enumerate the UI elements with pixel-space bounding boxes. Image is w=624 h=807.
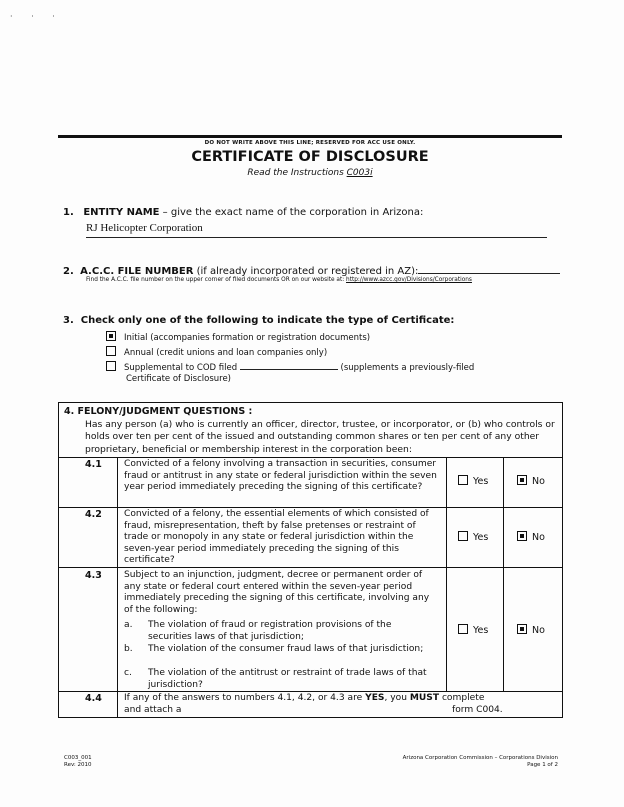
option-supplemental-continued: Certificate of Disclosure) <box>126 374 231 384</box>
felony-intro: Has any person (a) who is currently an officer, director, trustee, or incorporator, or (b) who controls or holds over ten per cent of the issued and outstanding common shares or ten per cent of any other proprietary, beneficial or membership interest in the corporation been: <box>85 419 555 455</box>
cod-filed-date-field[interactable] <box>240 362 338 370</box>
option-annual: Annual (credit unions and loan companies only) <box>106 346 327 358</box>
question-number: 4.1 <box>85 459 102 470</box>
certificate-type-heading: 3. Check only one of the following to indicate the type of Certificate: <box>63 315 455 326</box>
footer-form-code: C003_001 Rev: 2010 <box>64 755 92 768</box>
question-number: 4.3 <box>85 570 102 581</box>
instructions-code[interactable]: C003i <box>346 168 373 178</box>
row-divider <box>58 567 563 568</box>
document-title: CERTIFICATE OF DISCLOSURE <box>191 149 429 165</box>
scan-specks: · · · <box>10 12 63 21</box>
footer-agency: Arizona Corporation Commission – Corporations Division Page 1 of 2 <box>402 755 558 768</box>
option-initial: Initial (accompanies formation or registration documents) <box>106 331 370 343</box>
q41-no: No <box>517 475 545 487</box>
instructions-reference: Read the Instructions C003i <box>247 168 373 178</box>
q42-no-checkbox[interactable] <box>517 531 527 541</box>
q43-yes: Yes <box>458 624 488 636</box>
option-supplemental-checkbox[interactable] <box>106 361 116 371</box>
subitem-c: c. The violation of the antitrust or restraint of trade laws of that jurisdiction? <box>124 668 427 690</box>
row-divider <box>58 507 563 508</box>
subitem-b: b. The violation of the consumer fraud laws of that jurisdiction; <box>124 644 424 654</box>
top-rule <box>58 135 562 138</box>
q41-yes-checkbox[interactable] <box>458 475 468 485</box>
file-number-label: 2. A.C.C. FILE NUMBER (if already incorporated or registered in AZ): <box>63 265 560 277</box>
option-annual-checkbox[interactable] <box>106 346 116 356</box>
question-text: Convicted of a felony, the essential elements of which consisted of fraud, misrepresentation, theft by false pretenses or restraint of trade or monopoly in any state or federal jurisdiction within the seven-year period immediately preceding the signing of this certificate? <box>124 509 429 566</box>
entity-name-field[interactable]: RJ Helicopter Corporation <box>86 222 203 234</box>
q43-yes-checkbox[interactable] <box>458 624 468 634</box>
column-divider <box>446 457 447 691</box>
subitem-a: a. The violation of fraud or registration provisions of the securities laws of that jurisdiction; <box>124 620 392 642</box>
question-4-4-text: If any of the answers to numbers 4.1, 4.2, or 4.3 are YES, you MUST complete and attach a form C004. <box>124 693 503 715</box>
entity-name-underline <box>86 237 547 238</box>
q42-yes-checkbox[interactable] <box>458 531 468 541</box>
entity-name-label: 1. ENTITY NAME – give the exact name of the corporation in Arizona: <box>63 207 424 218</box>
question-text: Subject to an injunction, judgment, decree or permanent order of any state or federal court entered within the seven-year period immediately preceding the signing of this certificate, involving any of the following: <box>124 570 430 615</box>
column-divider <box>117 457 118 718</box>
q41-no-checkbox[interactable] <box>517 475 527 485</box>
file-number-field[interactable] <box>418 265 560 274</box>
q42-yes: Yes <box>458 531 488 543</box>
reserved-notice: DO NOT WRITE ABOVE THIS LINE; RESERVED FOR ACC USE ONLY. <box>204 140 416 146</box>
column-divider <box>503 457 504 691</box>
felony-heading: 4. FELONY/JUDGMENT QUESTIONS : <box>64 406 253 417</box>
question-text: Convicted of a felony involving a transaction in securities, consumer fraud or antitrust in any state or federal jurisdiction within the seven year period immediately preceding the signing of this certificate? <box>124 459 437 493</box>
q41-yes: Yes <box>458 475 488 487</box>
question-number: 4.4 <box>85 693 102 704</box>
question-number: 4.2 <box>85 509 102 520</box>
q43-no: No <box>517 624 545 636</box>
website-link[interactable]: http://www.azcc.gov/Divisions/Corporations <box>346 277 472 283</box>
row-divider <box>58 457 563 458</box>
option-initial-checkbox[interactable] <box>106 331 116 341</box>
q42-no: No <box>517 531 545 543</box>
q43-no-checkbox[interactable] <box>517 624 527 634</box>
file-number-note: Find the A.C.C. file number on the upper corner of filed documents OR on our website at: http://www.azcc.gov/Divisions/Corporations <box>86 277 472 283</box>
option-supplemental: Supplemental to COD filed (supplements a previously-filed <box>106 361 474 373</box>
